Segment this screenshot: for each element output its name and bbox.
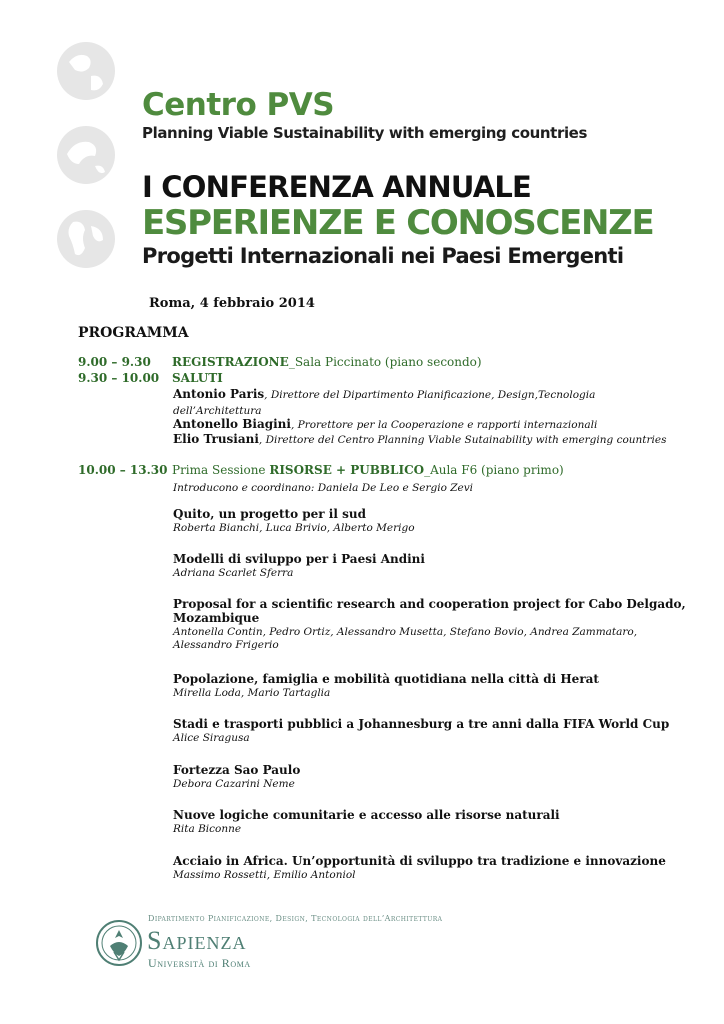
- talk-item: [173, 763, 300, 790]
- talk-authors: Antonella Contin, Pedro Ortiz, Alessandro Musetta, Stefano Bovio, Andrea Zammataro,: [173, 626, 638, 638]
- globe-icon: [55, 40, 117, 102]
- speaker-name: Antonio Paris: [173, 387, 265, 401]
- conference-title: I CONFERENZA ANNUALE: [142, 170, 532, 204]
- conference-title-block: [142, 170, 653, 268]
- schedule-row-saluti: [78, 371, 223, 385]
- talk-authors: Alice Siragusa: [173, 732, 250, 744]
- talk-title-continued: Mozambique: [173, 611, 260, 625]
- talk-item: [173, 552, 425, 579]
- talk-title: Acciaio in Africa. Un’opportunità di sviluppo tra tradizione e innovazione: [173, 854, 666, 868]
- speaker-row: [173, 387, 595, 401]
- speaker-row: [173, 417, 597, 431]
- schedule-location: _Sala Piccinato (piano secondo): [288, 355, 482, 369]
- talk-item: [173, 597, 686, 651]
- schedule-title: REGISTRAZIONE: [172, 355, 289, 369]
- schedule-time: 9.30 – 10.00: [78, 371, 160, 385]
- brand-block: [142, 88, 587, 142]
- talk-item: [173, 854, 666, 881]
- schedule-time: 10.00 – 13.30: [78, 463, 168, 477]
- globe-icon: [55, 124, 117, 186]
- schedule-title: RISORSE + PUBBLICO: [269, 463, 425, 477]
- speaker-name: Elio Trusiani: [173, 432, 259, 446]
- talk-item: [173, 507, 415, 534]
- brand-subtitle: Planning Viable Sustainability with emerging countries: [142, 124, 587, 142]
- schedule-title: SALUTI: [172, 371, 223, 385]
- talk-item: [173, 808, 560, 835]
- session-moderators: [173, 480, 473, 494]
- department-name: Dipartimento Pianificazione, Design, Tecnologia dell’Architettura: [148, 914, 443, 923]
- speaker-role-continued: [173, 403, 262, 417]
- speaker-role: , Prorettore per la Cooperazione e rapporti internazionali: [290, 419, 598, 431]
- talk-authors: Mirella Loda, Mario Tartaglia: [173, 687, 331, 699]
- talk-title: Quito, un progetto per il sud: [173, 507, 366, 521]
- brand-title: Centro PVS: [142, 87, 335, 123]
- speaker-role: dell’Architettura: [173, 405, 262, 417]
- schedule-location: _Aula F6 (piano primo): [424, 463, 564, 477]
- university-name: Sapienza: [147, 926, 247, 955]
- talk-authors: Massimo Rossetti, Emilio Antoniol: [173, 869, 356, 881]
- talk-title: Stadi e trasporti pubblici a Johannesburg a tre anni dalla FIFA World Cup: [173, 717, 670, 731]
- schedule-row-registration: [78, 355, 482, 369]
- university-footer: [96, 912, 476, 974]
- session-prefix: Prima Sessione: [172, 463, 270, 477]
- moderators-text: Introducono e coordinano: Daniela De Leo e Sergio Zevi: [173, 482, 474, 494]
- globe-icon: [55, 208, 117, 270]
- speaker-row: [173, 432, 667, 446]
- talk-title: Popolazione, famiglia e mobilità quotidiana nella città di Herat: [173, 672, 599, 686]
- talk-title: Proposal for a scientific research and cooperation project for Cabo Delgado,: [173, 597, 686, 611]
- speaker-name: Antonello Biagini: [173, 417, 291, 431]
- talk-authors: Adriana Scarlet Sferra: [173, 567, 294, 579]
- talk-item: [173, 717, 669, 744]
- talk-title: Nuove logiche comunitarie e accesso alle risorse naturali: [173, 808, 560, 822]
- speaker-role: , Direttore del Centro Planning Viable Sutainability with emerging countries: [258, 434, 667, 446]
- talk-title: Fortezza Sao Paulo: [173, 763, 301, 777]
- speaker-role: , Direttore del Dipartimento Pianificazione, Design,Tecnologia: [264, 389, 596, 401]
- talk-authors: Roberta Bianchi, Luca Brivio, Alberto Merigo: [173, 522, 415, 534]
- talk-authors-continued: Alessandro Frigerio: [173, 639, 279, 651]
- schedule-time: 9.00 – 9.30: [78, 355, 151, 369]
- sapienza-seal-icon: [96, 916, 142, 970]
- globe-watermarks: [55, 40, 125, 270]
- event-date: Roma, 4 febbraio 2014: [149, 296, 315, 311]
- talk-authors: Rita Biconne: [173, 823, 242, 835]
- conference-subtitle: Progetti Internazionali nei Paesi Emergenti: [142, 244, 624, 268]
- talk-item: [173, 672, 599, 699]
- talk-title: Modelli di sviluppo per i Paesi Andini: [173, 552, 425, 566]
- programma-heading: PROGRAMMA: [78, 325, 189, 341]
- conference-theme: ESPERIENZE E CONOSCENZE: [142, 203, 654, 243]
- talk-authors: Debora Cazarini Neme: [173, 778, 295, 790]
- schedule-row-session1: [78, 463, 564, 477]
- university-subname: Università di Roma: [148, 956, 251, 970]
